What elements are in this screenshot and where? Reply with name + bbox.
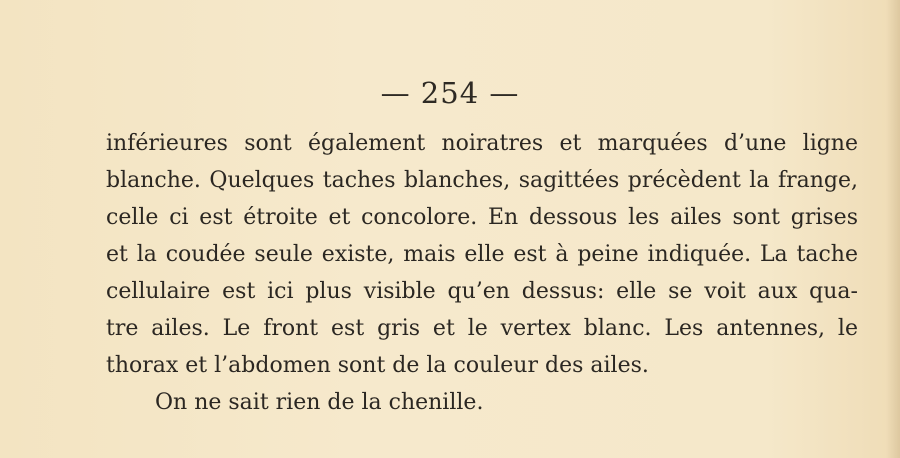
text-line: thorax et l’abdomen sont de la couleur des ailes. (106, 353, 649, 378)
text-line: inférieures sont également noiratres et marquées d’une ligne (106, 131, 858, 156)
body-text (106, 125, 858, 421)
text-line: blanche. Quelques taches blanches, sagittées précèdent la frange, (106, 168, 858, 193)
text-line: celle ci est étroite et concolore. En dessous les ailes sont grises (106, 205, 858, 230)
text-line: et la coudée seule existe, mais elle est à peine indiquée. La tache (106, 242, 858, 267)
paragraph-line: On ne sait rien de la chenille. (155, 390, 484, 415)
page-number: — 254 — (380, 76, 520, 110)
text-line: cellulaire est ici plus visible qu’en dessus: elle se voit aux qua- (106, 279, 858, 304)
page-edge-shadow (886, 0, 900, 458)
text-line: tre ailes. Le front est gris et le vertex blanc. Les antennes, le (106, 316, 858, 341)
